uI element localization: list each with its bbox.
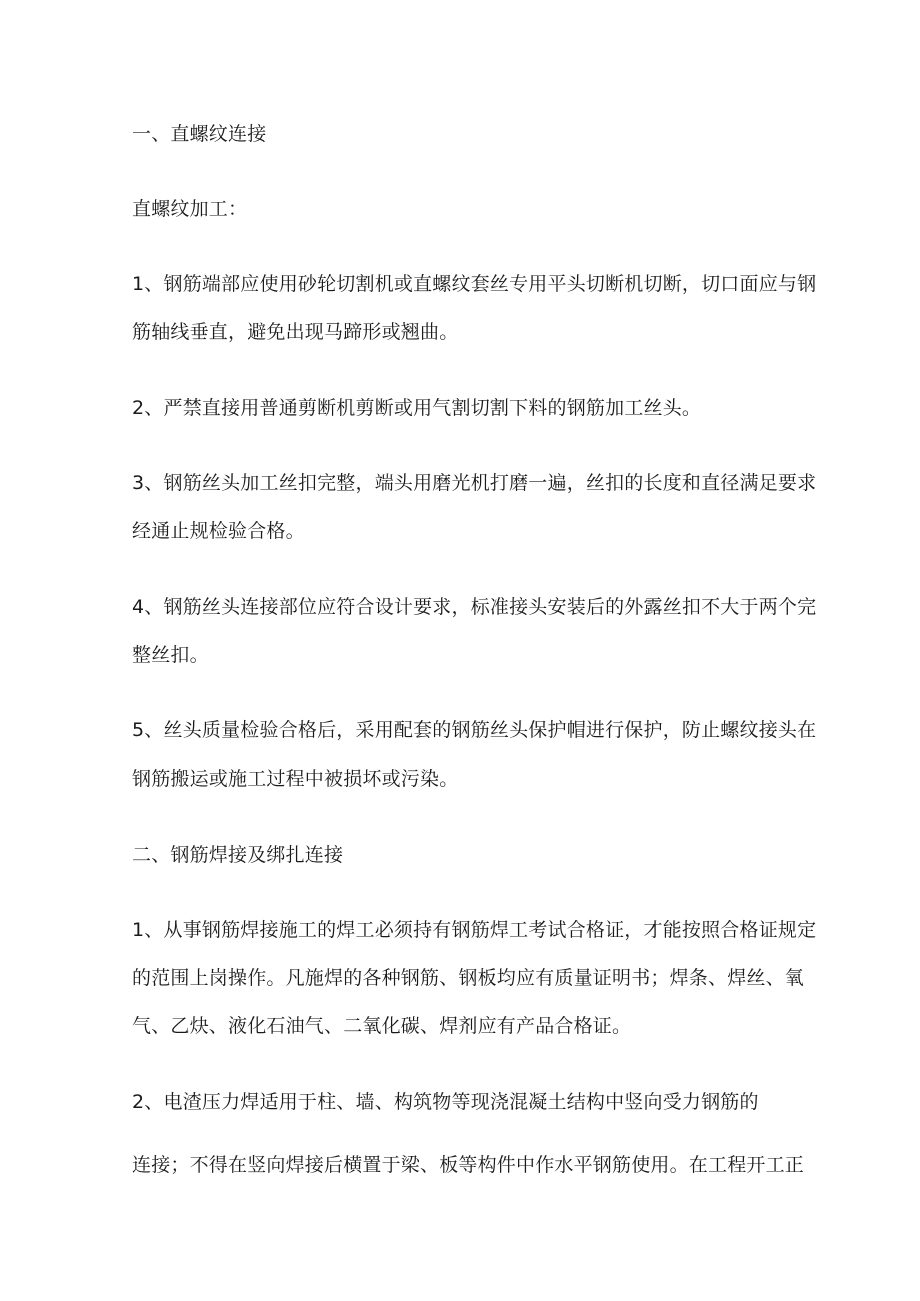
heading-welding-and-binding: 二、钢筋焊接及绑扎连接 <box>132 844 344 866</box>
paragraph-7-line-1: 2、电渣压力焊适用于柱、墙、构筑物等现浇混凝土结构中竖向受力钢筋的 <box>132 1091 759 1113</box>
paragraph-7-line-2: 连接；不得在竖向焊接后横置于梁、板等构件中作水平钢筋使用。在工程开工正 <box>132 1154 805 1176</box>
paragraph-4-line-1: 4、钢筋丝头连接部位应符合设计要求，标准接头安装后的外露丝扣不大于两个完 <box>132 596 817 618</box>
paragraph-6-line-1: 1、从事钢筋焊接施工的焊工必须持有钢筋焊工考试合格证，才能按照合格证规定 <box>132 919 817 941</box>
paragraph-1-line-2: 筋轴线垂直，避免出现马蹄形或翘曲。 <box>132 321 459 343</box>
subheading-thread-processing: 直螺纹加工： <box>132 198 248 220</box>
heading-straight-thread-connection: 一、直螺纹连接 <box>132 123 267 145</box>
paragraph-5-line-1: 5、丝头质量检验合格后，采用配套的钢筋丝头保护帽进行保护，防止螺纹接头在 <box>132 719 817 741</box>
paragraph-6-line-2: 的范围上岗操作。凡施焊的各种钢筋、钢板均应有质量证明书；焊条、焊丝、氧 <box>132 967 805 989</box>
paragraph-4-line-2: 整丝扣。 <box>132 644 209 666</box>
paragraph-1-line-1: 1、钢筋端部应使用砂轮切割机或直螺纹套丝专用平头切断机切断，切口面应与钢 <box>132 273 817 295</box>
paragraph-3-line-1: 3、钢筋丝头加工丝扣完整，端头用磨光机打磨一遍，丝扣的长度和直径满足要求 <box>132 472 817 494</box>
paragraph-3-line-2: 经通止规检验合格。 <box>132 520 305 542</box>
paragraph-5-line-2: 钢筋搬运或施工过程中被损坏或污染。 <box>132 768 459 790</box>
paragraph-6-line-3: 气、乙炔、液化石油气、二氧化碳、焊剂应有产品合格证。 <box>132 1015 632 1037</box>
paragraph-2-line-1: 2、严禁直接用普通剪断机剪断或用气割切割下料的钢筋加工丝头。 <box>132 397 702 419</box>
